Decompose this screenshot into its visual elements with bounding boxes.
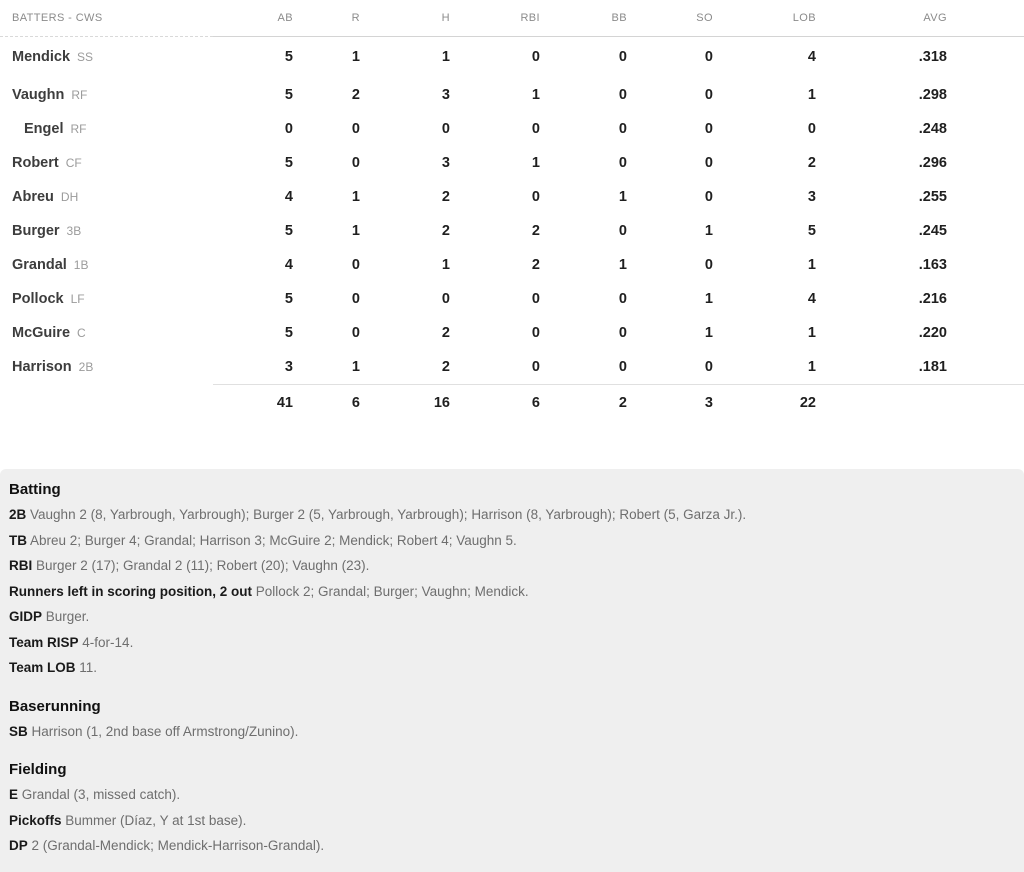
stat-bb: 0 [618,223,627,239]
total-rbi: 6 [450,384,540,422]
table-row [0,112,1024,146]
player-name: McGuire [12,325,71,341]
stat-h: 2 [441,358,450,375]
note-line [9,833,1010,859]
row-spacer [947,112,1024,146]
stat-rbi: 0 [531,121,540,137]
notes-section-batting [9,481,1010,681]
note-text: Abreu 2; Burger 4; Grandal; Harrison 3; McGuire 2; Mendick; Robert 4; Vaughn 5. [30,532,517,548]
stat-bb: 0 [618,87,627,103]
note-text: 4-for-14. [82,634,134,650]
stat-r: 0 [351,121,360,137]
player-name: Engel [24,121,64,137]
player-name: Vaughn [12,87,65,103]
total-r: 6 [293,384,360,422]
stat-h: 2 [441,325,450,341]
player-cell [0,282,213,316]
stat-ab: 5 [284,49,293,66]
stat-r: 1 [351,189,360,205]
player-name: Robert [12,155,59,171]
stat-so: 1 [704,223,713,239]
player-position: SS [77,50,94,65]
note-label: RBI [9,558,33,573]
stat-lob: 4 [807,291,816,307]
player-name: Mendick [12,49,71,66]
stat-lob: 1 [807,325,816,341]
stat-r: 1 [351,49,360,66]
note-text: Pollock 2; Grandal; Burger; Vaughn; Mendick. [255,583,529,599]
stat-so: 0 [704,155,713,171]
column-header-avg: AVG [816,0,947,36]
table-row [0,350,1024,384]
note-line [9,502,1010,528]
stat-so: 0 [704,257,713,273]
stat-bb: 0 [618,358,627,375]
note-line [9,655,1010,681]
stat-bb: 0 [618,325,627,341]
stat-bb: 0 [618,291,627,307]
stat-rbi: 0 [531,49,540,66]
stat-avg: .318 [918,49,947,66]
table-row [0,78,1024,112]
stat-avg: .255 [918,189,947,205]
note-line [9,604,1010,630]
player-cell [0,214,213,248]
stat-rbi: 1 [531,155,540,171]
column-header-r: R [293,0,360,36]
box-score [0,0,1024,422]
stat-ab: 5 [284,87,293,103]
stat-avg: .216 [918,291,947,307]
stat-avg: .181 [918,358,947,375]
stat-h: 1 [441,257,450,273]
stat-so: 1 [704,291,713,307]
stat-h: 2 [441,223,450,239]
totals-label-cell [0,384,213,422]
stat-so: 0 [704,87,713,103]
row-spacer [947,248,1024,282]
stat-ab: 5 [284,291,293,307]
notes-section-fielding [9,761,1010,859]
stat-bb: 0 [618,49,627,66]
row-spacer [947,36,1024,78]
column-header-bb: BB [540,0,627,36]
total-lob: 22 [713,384,816,422]
player-cell [0,36,213,78]
stat-lob: 1 [807,257,816,273]
player-position: C [77,326,86,340]
player-cell [0,78,213,112]
row-spacer [947,180,1024,214]
totals-spacer [947,384,1024,422]
note-label: SB [9,723,28,739]
note-label: Team RISP [9,634,79,650]
note-line [9,553,1010,579]
table-row [0,180,1024,214]
column-header-rbi: RBI [450,0,540,36]
total-bb: 2 [540,384,627,422]
stat-ab: 3 [284,358,293,375]
stat-so: 0 [704,189,713,205]
table-row [0,36,1024,78]
stat-r: 1 [351,223,360,239]
note-label: Runners left in scoring position, 2 out [9,583,253,599]
stat-lob: 3 [807,189,816,205]
note-text: Harrison (1, 2nd base off Armstrong/Zunino). [31,723,299,739]
player-name: Burger [12,223,60,239]
player-position: LF [70,292,85,306]
player-position: DH [60,190,79,204]
player-position: RF [71,88,88,102]
note-label: E [9,787,19,802]
stat-avg: .248 [918,121,947,137]
note-line [9,579,1010,605]
stat-avg: .220 [918,325,947,341]
table-row [0,282,1024,316]
note-text: Burger. [45,609,90,624]
total-ab: 41 [213,384,293,422]
note-text: Burger 2 (17); Grandal 2 (11); Robert (20); Vaughn (23). [36,558,370,573]
section-heading: Fielding [9,761,67,778]
stat-ab: 5 [284,325,293,341]
stat-ab: 0 [284,121,293,137]
note-text: 11. [79,660,98,675]
note-text: 2 (Grandal-Mendick; Mendick-Harrison-Grandal). [31,838,325,853]
stat-lob: 1 [807,358,816,375]
player-cell [0,350,213,384]
table-row [0,316,1024,350]
note-label: Team LOB [9,660,76,675]
row-spacer [947,350,1024,384]
stat-avg: .163 [918,257,947,273]
note-text: Bummer (Díaz, Y at 1st base). [65,812,247,828]
table-row [0,248,1024,282]
stat-avg: .245 [918,223,947,239]
table-header-row [0,0,1024,36]
stat-h: 3 [441,87,450,103]
note-label: Pickoffs [9,812,62,828]
stat-r: 1 [351,358,360,375]
player-position: 2B [78,360,94,374]
note-line [9,630,1010,656]
stat-r: 0 [351,325,360,341]
note-label: GIDP [9,609,43,624]
stat-so: 0 [704,358,713,375]
header-spacer [947,0,1024,36]
player-name: Grandal [12,257,67,273]
stat-so: 0 [704,121,713,137]
player-position: 1B [73,258,89,272]
note-label: TB [9,532,27,548]
total-avg [816,384,947,422]
player-cell [0,248,213,282]
stat-ab: 5 [284,223,293,239]
stat-lob: 0 [807,121,816,137]
batters-title: BATTERS - CWS [0,0,213,36]
note-line [9,782,1010,808]
player-position: 3B [66,224,82,238]
table-row [0,214,1024,248]
stat-bb: 0 [618,121,627,137]
row-spacer [947,282,1024,316]
row-spacer [947,78,1024,112]
batters-table [0,0,1024,422]
stat-rbi: 2 [531,257,540,273]
player-cell [0,180,213,214]
stat-rbi: 0 [531,325,540,341]
stat-so: 0 [704,49,713,66]
stat-bb: 1 [618,257,627,273]
column-header-lob: LOB [713,0,816,36]
stat-lob: 2 [807,155,816,171]
stat-avg: .298 [918,87,947,103]
note-line [9,528,1010,554]
player-cell [0,146,213,180]
stat-rbi: 1 [531,87,540,103]
player-cell [0,112,213,146]
total-so: 3 [627,384,713,422]
notes-panel [0,469,1024,872]
stat-h: 3 [441,155,450,171]
stat-lob: 1 [807,87,816,103]
notes-section-baserunning [9,698,1010,745]
stat-h: 1 [441,49,450,66]
stat-ab: 4 [284,189,293,205]
player-cell [0,316,213,350]
stat-r: 0 [351,257,360,273]
player-name: Abreu [12,189,54,205]
stat-h: 0 [441,121,450,137]
row-spacer [947,214,1024,248]
column-header-ab: AB [213,0,293,36]
table-row [0,146,1024,180]
stat-lob: 4 [807,49,816,66]
stat-avg: .296 [918,155,947,171]
note-text: Vaughn 2 (8, Yarbrough, Yarbrough); Burger 2 (5, Yarbrough, Yarbrough); Harrison (8, Yarbrough); Robert (5, Garza Jr.). [30,507,747,522]
player-name: Harrison [12,359,72,375]
player-position: RF [70,122,87,136]
totals-row [0,384,1024,422]
stat-so: 1 [704,325,713,341]
stat-lob: 5 [807,223,816,239]
stat-rbi: 0 [531,358,540,375]
total-h: 16 [360,384,450,422]
row-spacer [947,146,1024,180]
stat-ab: 4 [284,257,293,273]
stat-r: 0 [351,155,360,171]
stat-bb: 0 [618,155,627,171]
note-label: DP [9,838,28,853]
note-text: Grandal (3, missed catch). [21,787,181,802]
stat-rbi: 0 [531,189,540,205]
row-spacer [947,316,1024,350]
column-header-h: H [360,0,450,36]
section-heading: Baserunning [9,697,101,715]
stat-h: 0 [441,291,450,307]
note-line [9,719,1010,745]
column-header-so: SO [627,0,713,36]
stat-rbi: 2 [531,223,540,239]
stat-r: 2 [351,87,360,103]
stat-h: 2 [441,189,450,205]
note-line [9,808,1010,834]
stat-ab: 5 [284,155,293,171]
section-heading: Batting [9,481,61,498]
note-label: 2B [9,507,27,522]
player-name: Pollock [12,291,64,307]
batters-body [0,36,1024,384]
stat-rbi: 0 [531,291,540,307]
player-position: CF [65,156,82,170]
stat-bb: 1 [618,189,627,205]
stat-r: 0 [351,291,360,307]
